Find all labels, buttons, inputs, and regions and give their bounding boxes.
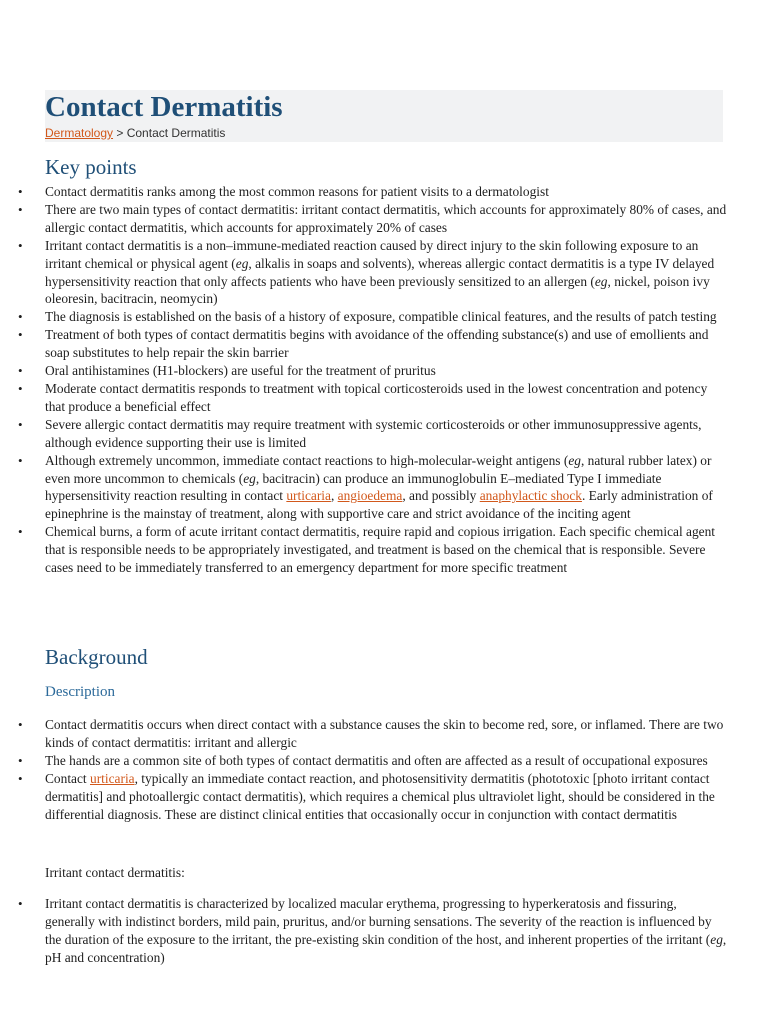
breadcrumb-separator: > xyxy=(113,126,127,140)
list-item xyxy=(0,895,728,967)
link-urticaria[interactable]: urticaria xyxy=(286,488,331,504)
list-item xyxy=(0,452,728,524)
link-urticaria[interactable]: urticaria xyxy=(90,770,135,786)
italic-text: eg xyxy=(594,273,608,289)
irritant-list xyxy=(0,895,728,967)
item-text: . Early administration of epinephrine is the mainstay of treatment, along with supportive care and strict avoidance of the inciting agent xyxy=(45,488,713,522)
list-item xyxy=(0,523,728,577)
list-item xyxy=(0,308,728,326)
item-text: Oral antihistamines (H1-blockers) are useful for the treatment of pruritus xyxy=(45,363,436,379)
item-text: Moderate contact dermatitis responds to treatment with topical corticosteroids used in the lowest concentration and potency that produce a beneficial effect xyxy=(45,380,708,414)
item-text: , bacitracin) can produce an immunoglobulin E–mediated Type I immediate hypersensitivity reaction resulting in contact xyxy=(45,470,662,504)
breadcrumb xyxy=(45,125,225,141)
list-item xyxy=(0,380,728,416)
item-text: Contact xyxy=(45,770,90,786)
italic-text: eg xyxy=(568,452,581,468)
item-text: , natural rubber latex) or even more uncommon to chemicals ( xyxy=(45,452,712,486)
item-text: Treatment of both types of contact dermatitis begins with avoidance of the offending substance(s) and use of emollients and soap substitutes to help repair the skin barrier xyxy=(45,327,709,361)
item-text: , and possibly xyxy=(402,488,480,504)
italic-text: eg xyxy=(710,931,723,947)
item-text: , pH and concentration) xyxy=(45,931,727,965)
list-item xyxy=(0,362,728,380)
italic-text: eg xyxy=(235,255,249,271)
item-text: The hands are a common site of both types of contact dermatitis and often are affected as a result of occupational exposures xyxy=(45,752,708,768)
item-text: Severe allergic contact dermatitis may require treatment with systemic corticosteroids or other immunosuppressive agents, although evidence supporting their use is limited xyxy=(45,416,702,450)
item-text: , alkalis in soaps and solvents), whereas allergic contact dermatitis is a type IV delayed hypersensitivity reaction that only affects patients who have been previously sensitized to an allergen ( xyxy=(45,255,715,289)
list-item xyxy=(0,326,728,362)
key-points-list xyxy=(0,183,728,577)
list-item xyxy=(0,770,728,824)
item-text: , xyxy=(330,488,338,504)
item-text: Contact dermatitis occurs when direct contact with a substance causes the skin to become red, sore, or inflamed. There are two kinds of contact dermatitis: irritant and allergic xyxy=(45,717,724,750)
irritant-label: Irritant contact dermatitis: xyxy=(45,865,185,880)
item-text: Contact dermatitis ranks among the most common reasons for patient visits to a dermatologist xyxy=(45,184,549,199)
item-text: Chemical burns, a form of acute irritant contact dermatitis, require rapid and copious irrigation. Each specific chemical agent that is responsible needs to be appropriately investigated, and treatment is based on the chemical that is responsible. Severe cases need to be immediately transferred to an emergency department for more specific treatment xyxy=(45,524,716,576)
breadcrumb-link-dermatology[interactable]: Dermatology xyxy=(45,126,114,140)
key-points-heading: Key points xyxy=(45,155,137,179)
item-text: The diagnosis is established on the basis of a history of exposure, compatible clinical features, and the results of patch testing xyxy=(45,309,717,325)
item-text: Although extremely uncommon, immediate contact reactions to high-molecular-weight antigens ( xyxy=(45,452,569,468)
list-item xyxy=(0,416,728,452)
item-text: Irritant contact dermatitis is a non–immune-mediated reaction caused by direct injury to the skin following exposure to an irritant chemical or physical agent ( xyxy=(45,237,699,271)
list-item xyxy=(0,716,728,752)
list-item xyxy=(0,752,728,770)
link-angioedema[interactable]: angioedema xyxy=(337,488,403,504)
italic-text: eg xyxy=(243,470,256,486)
breadcrumb-current: Contact Dermatitis xyxy=(126,126,226,140)
list-item xyxy=(0,201,728,237)
background-heading: Background xyxy=(45,645,148,669)
page-title: Contact Dermatitis xyxy=(45,91,283,123)
link-anaphylactic-shock[interactable]: anaphylactic shock xyxy=(479,488,582,504)
item-text: Irritant contact dermatitis is characterized by localized macular erythema, progressing to hyperkeratosis and fissuring, generally with indistinct borders, mild pain, pruritus, and/or burning sensations. The severity of the reaction is influenced by the duration of the exposure to the irritant, the pre-existing skin condition of the host, and inherent properties of the irritant ( xyxy=(45,896,712,947)
item-text: There are two main types of contact dermatitis: irritant contact dermatitis, which accounts for approximately 80% of cases, and allergic contact dermatitis, which accounts for approximately 20% of cases xyxy=(45,201,727,235)
description-heading: Description xyxy=(45,684,115,700)
list-item xyxy=(0,237,728,309)
background-list xyxy=(0,716,728,823)
item-text: , typically an immediate contact reaction, and photosensitivity dermatitis (phototoxic [photo irritant contact dermatitis] and photoallergic contact dermatitis), which requires a chemical plus ultraviolet light, should be considered in the differential diagnosis. These are distinct clinical entities that occasionally occur in conjunction with contact dermatitis xyxy=(45,770,715,822)
list-item xyxy=(0,183,728,201)
item-text: , nickel, poison ivy oleoresin, bacitracin, neomycin) xyxy=(45,273,710,307)
